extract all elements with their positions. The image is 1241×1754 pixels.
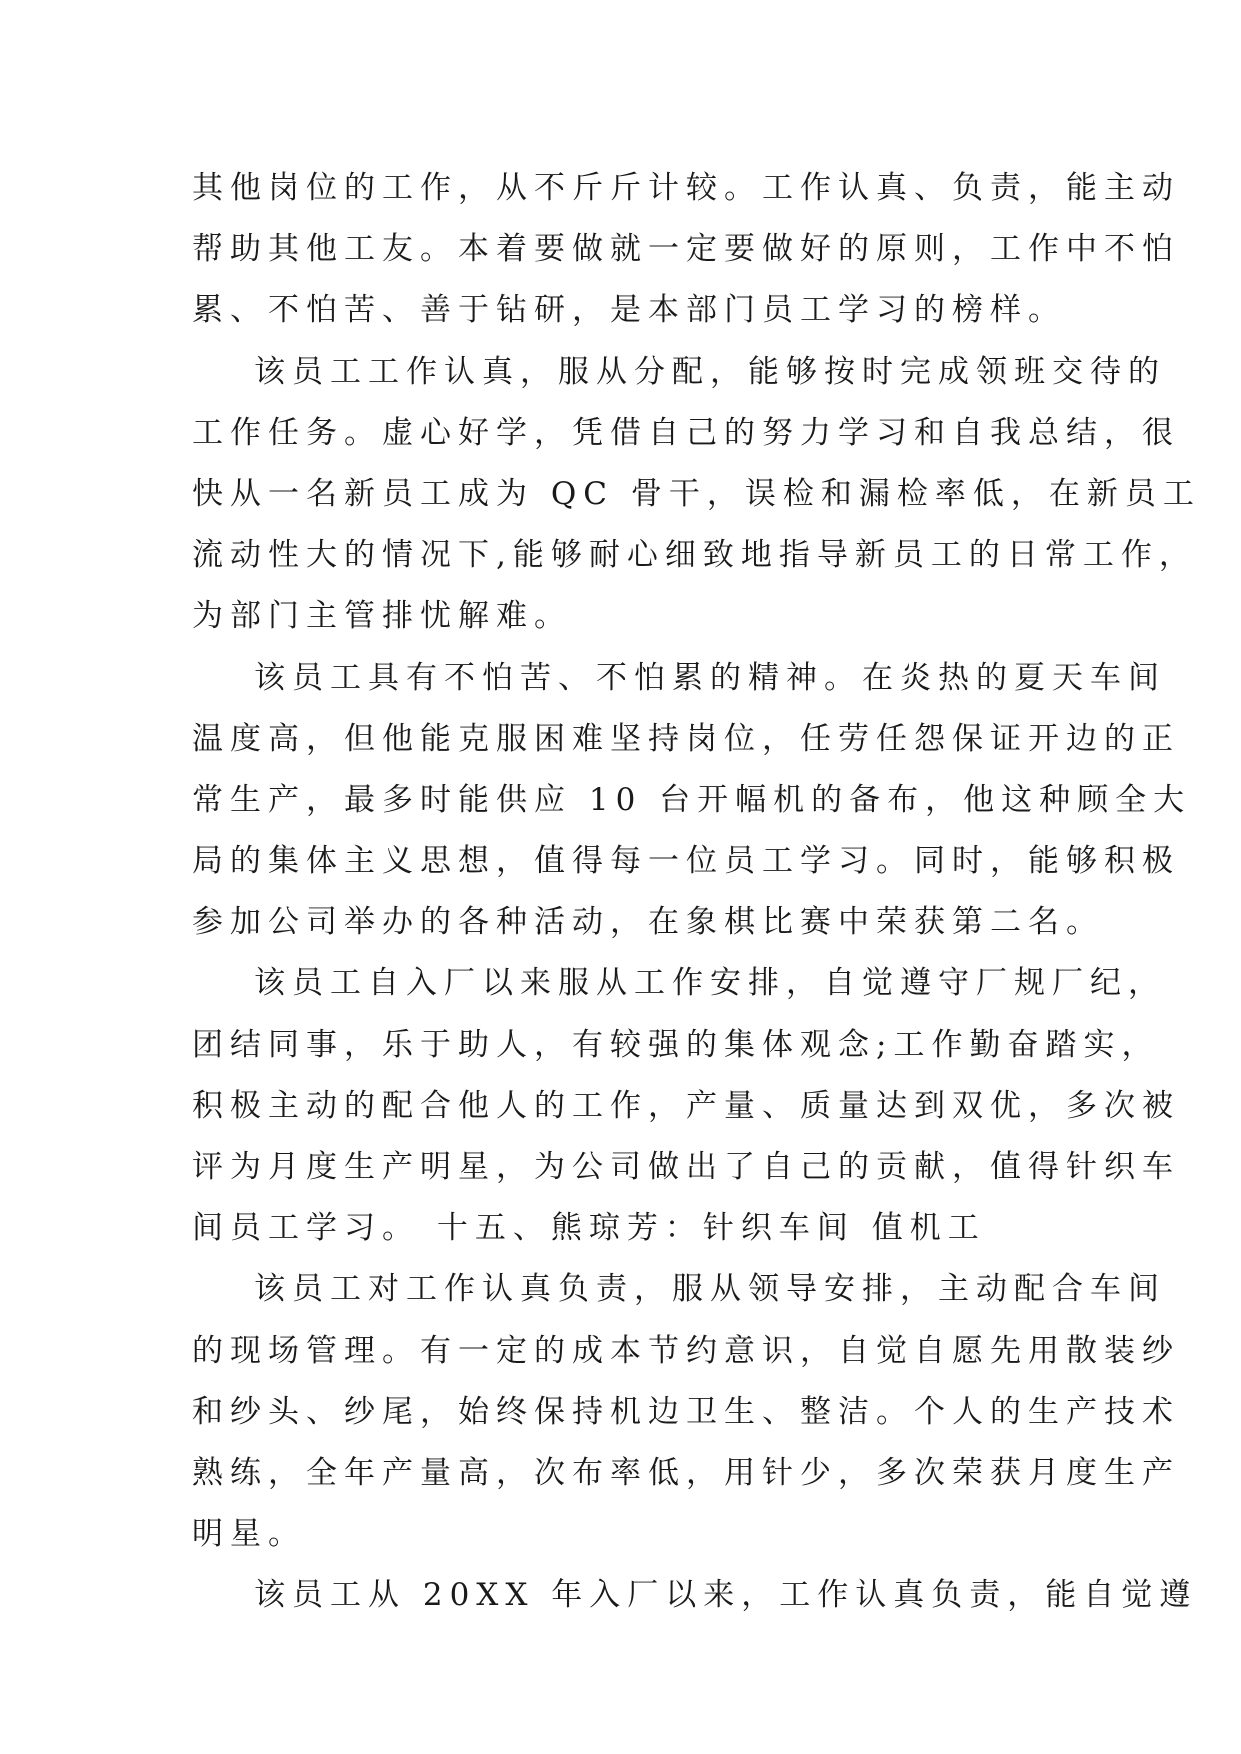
- text-line: 间员工学习。 十五、熊琼芳：针织车间 值机工: [192, 1210, 986, 1247]
- text-line: 累、不怕苦、善于钻研，是本部门员工学习的榜样。: [192, 292, 1066, 329]
- text-line: 评为月度生产明星，为公司做出了自己的贡献，值得针织车: [192, 1149, 1180, 1185]
- paragraph-start-line: 该员工工作认真，服从分配，能够按时完成领班交待的: [254, 353, 1166, 390]
- text-line: 明星。: [192, 1516, 306, 1553]
- text-line: 温度高，但他能克服困难坚持岗位，任劳任怨保证开边的正: [192, 720, 1180, 757]
- paragraph-start-line: 该员工自入厂以来服从工作安排，自觉遵守厂规厂纪，: [254, 965, 1166, 1002]
- text-line: 熟练，全年产量高，次布率低，用针少，多次荣获月度生产: [192, 1454, 1180, 1491]
- text-line: 积极主动的配合他人的工作，产量、质量达到双优，多次被: [192, 1087, 1180, 1124]
- text-line: 常生产，最多时能供应 10 台开幅机的备布，他这种顾全大: [192, 781, 1192, 818]
- text-line: 快从一名新员工成为 QC 骨干，误检和漏检率低，在新员工: [192, 475, 1201, 512]
- text-line: 团结同事，乐于助人，有较强的集体观念;工作勤奋踏实，: [192, 1026, 1160, 1063]
- paragraph-start-line: 该员工具有不怕苦、不怕累的精神。在炎热的夏天车间: [254, 659, 1166, 696]
- text-line: 帮助其他工友。本着要做就一定要做好的原则，工作中不怕: [192, 231, 1180, 268]
- document-body: [192, 158, 1201, 1627]
- text-line: 其他岗位的工作，从不斤斤计较。工作认真、负责，能主动: [192, 170, 1180, 206]
- text-line: 的现场管理。有一定的成本节约意识，自觉自愿先用散装纱: [192, 1332, 1180, 1369]
- text-line: 参加公司举办的各种活动，在象棋比赛中荣获第二名。: [192, 904, 1104, 941]
- text-line: 工作任务。虚心好学，凭借自己的努力学习和自我总结，很: [192, 414, 1180, 451]
- paragraph-start-line: 该员工从 20XX 年入厂以来，工作认真负责，能自觉遵: [254, 1577, 1198, 1614]
- text-line: 局的集体主义思想，值得每一位员工学习。同时，能够积极: [192, 843, 1180, 880]
- text-line: 流动性大的情况下,能够耐心细致地指导新员工的日常工作，: [192, 537, 1197, 574]
- paragraph-start-line: 该员工对工作认真负责，服从领导安排，主动配合车间: [254, 1271, 1166, 1308]
- text-line: 和纱头、纱尾，始终保持机边卫生、整洁。个人的生产技术: [192, 1393, 1180, 1430]
- text-line: 为部门主管排忧解难。: [192, 598, 572, 635]
